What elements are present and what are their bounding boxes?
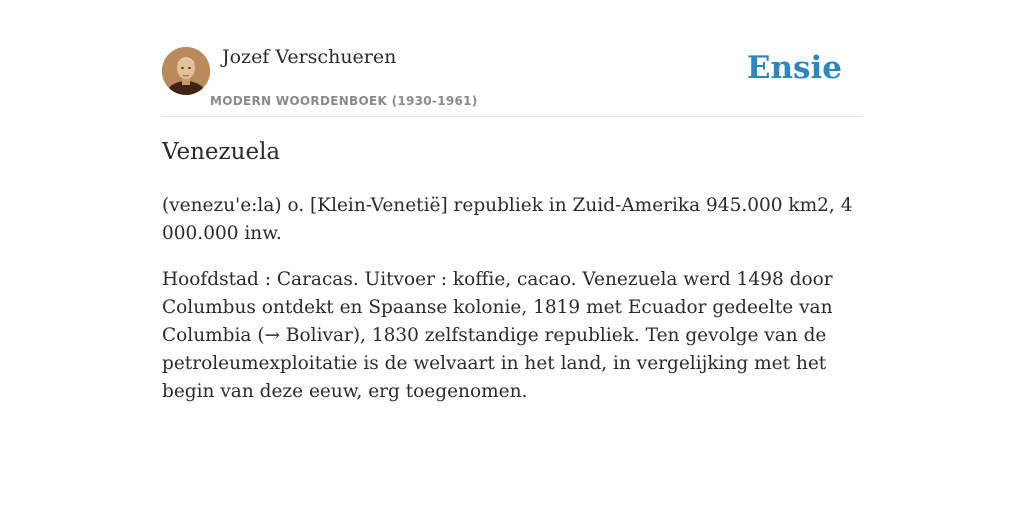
entry-title: Venezuela bbox=[162, 139, 281, 165]
definition-paragraph: (venezu'e:la) o. [Klein-Venetië] republiek in Zuid-Amerika 945.000 km2, 4 000.000 inw. bbox=[162, 195, 853, 244]
source-label[interactable]: MODERN WOORDENBOEK (1930-1961) bbox=[210, 94, 478, 108]
definition-paragraph: Hoofdstad : Caracas. Uitvoer : koffie, cacao. Venezuela werd 1498 door Columbus ontdekt en Spaanse kolonie, 1819 met Ecuador gedeelte van Columbia (→ Bolivar), 1830 zelfstandige republiek. Ten gevolge van de petroleumexploitatie is de welvaart in het land, in vergelijking met het begin van deze eeuw, erg toegenomen. bbox=[162, 269, 833, 402]
author-avatar[interactable] bbox=[162, 47, 210, 95]
entry-header bbox=[162, 44, 862, 117]
portrait-icon bbox=[162, 47, 210, 95]
ensie-logo[interactable]: Ensie bbox=[746, 50, 842, 86]
author-name[interactable]: Jozef Verschueren bbox=[222, 46, 397, 68]
entry-definition bbox=[162, 192, 867, 424]
